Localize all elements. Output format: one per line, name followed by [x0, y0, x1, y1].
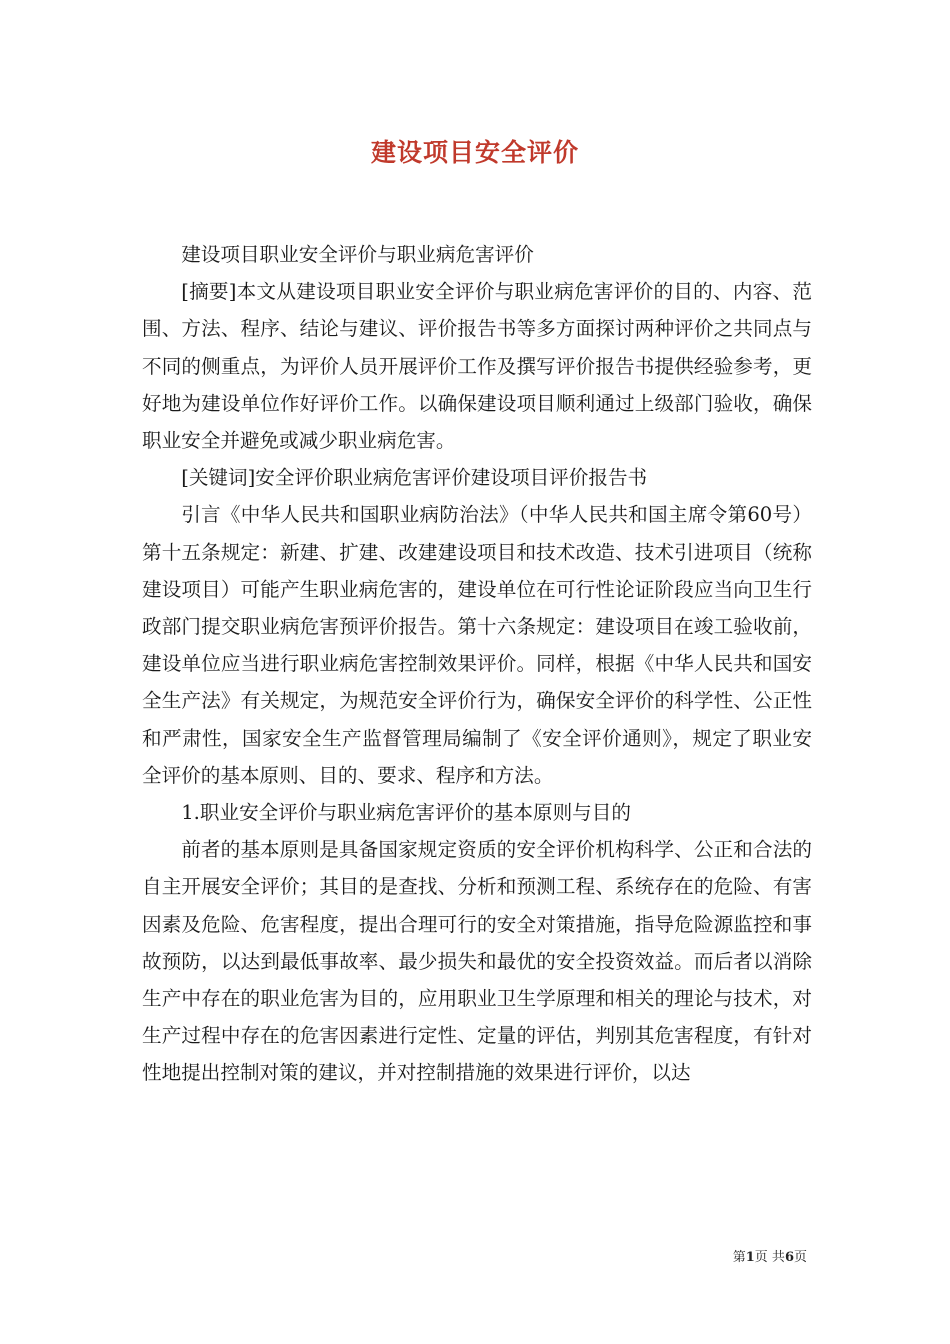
footer-suffix: 页 [793, 1250, 807, 1265]
footer-current-page: 1 [745, 1250, 755, 1265]
footer-middle: 页 共 [754, 1250, 785, 1265]
keywords-paragraph: [关键词]安全评价职业病危害评价建设项目评价报告书 [181, 466, 648, 490]
document-body [142, 236, 812, 1092]
abstract-paragraph: [摘要]本文从建设项目职业安全评价与职业病危害评价的目的、内容、范围、方法、程序、结论与建议、评价报告书等多方面探讨两种评价之共同点与不同的侧重点，为评价人员开展评价工作及撰写评价报告书提供经验参考，更好地为建设单位作好评价工作。以确保建设项目顺利通过上级部门验收，确保职业安全并避免或减少职业病危害。 [142, 280, 812, 453]
page-number-footer [733, 1246, 807, 1265]
footer-prefix: 第 [732, 1250, 746, 1265]
body-paragraph: 前者的基本原则是具备国家规定资质的安全评价机构科学、公正和合法的自主开展安全评价；其目的是查找、分析和预测工程、系统存在的危险、有害因素及危险、危害程度，提出合理可行的安全对策措施，指导危险源监控和事故预防，以达到最低事故率、最少损失和最优的安全投资效益。而后者以消除生产中存在的职业危害为目的，应用职业卫生学原理和相关的理论与技术，对生产过程中存在的危害因素进行定性、定量的评估，判别其危害程度，有针对性地提出控制对策的建议，并对控制措施的效果进行评价，以达 [142, 838, 812, 1085]
document-title: 建设项目安全评价 [370, 138, 579, 167]
introduction-paragraph: 引言《中华人民共和国职业病防治法》（中华人民共和国主席令第60号）第十五条规定：新建、扩建、改建建设项目和技术改造、技术引进项目（统称建设项目）可能产生职业病危害的，建设单位在可行性论证阶段应当向卫生行政部门提交职业病危害预评价报告。第十六条规定：建设项目在竣工验收前，建设单位应当进行职业病危害控制效果评价。同样，根据《中华人民共和国安全生产法》有关规定，为规范安全评价行为，确保安全评价的科学性、公正性和严肃性，国家安全生产监督管理局编制了《安全评价通则》，规定了职业安全评价的基本原则、目的、要求、程序和方法。 [142, 503, 812, 787]
section-heading: 1.职业安全评价与职业病危害评价的基本原则与目的 [181, 801, 631, 825]
footer-total-pages: 6 [784, 1250, 794, 1265]
subtitle-paragraph: 建设项目职业安全评价与职业病危害评价 [181, 243, 534, 266]
